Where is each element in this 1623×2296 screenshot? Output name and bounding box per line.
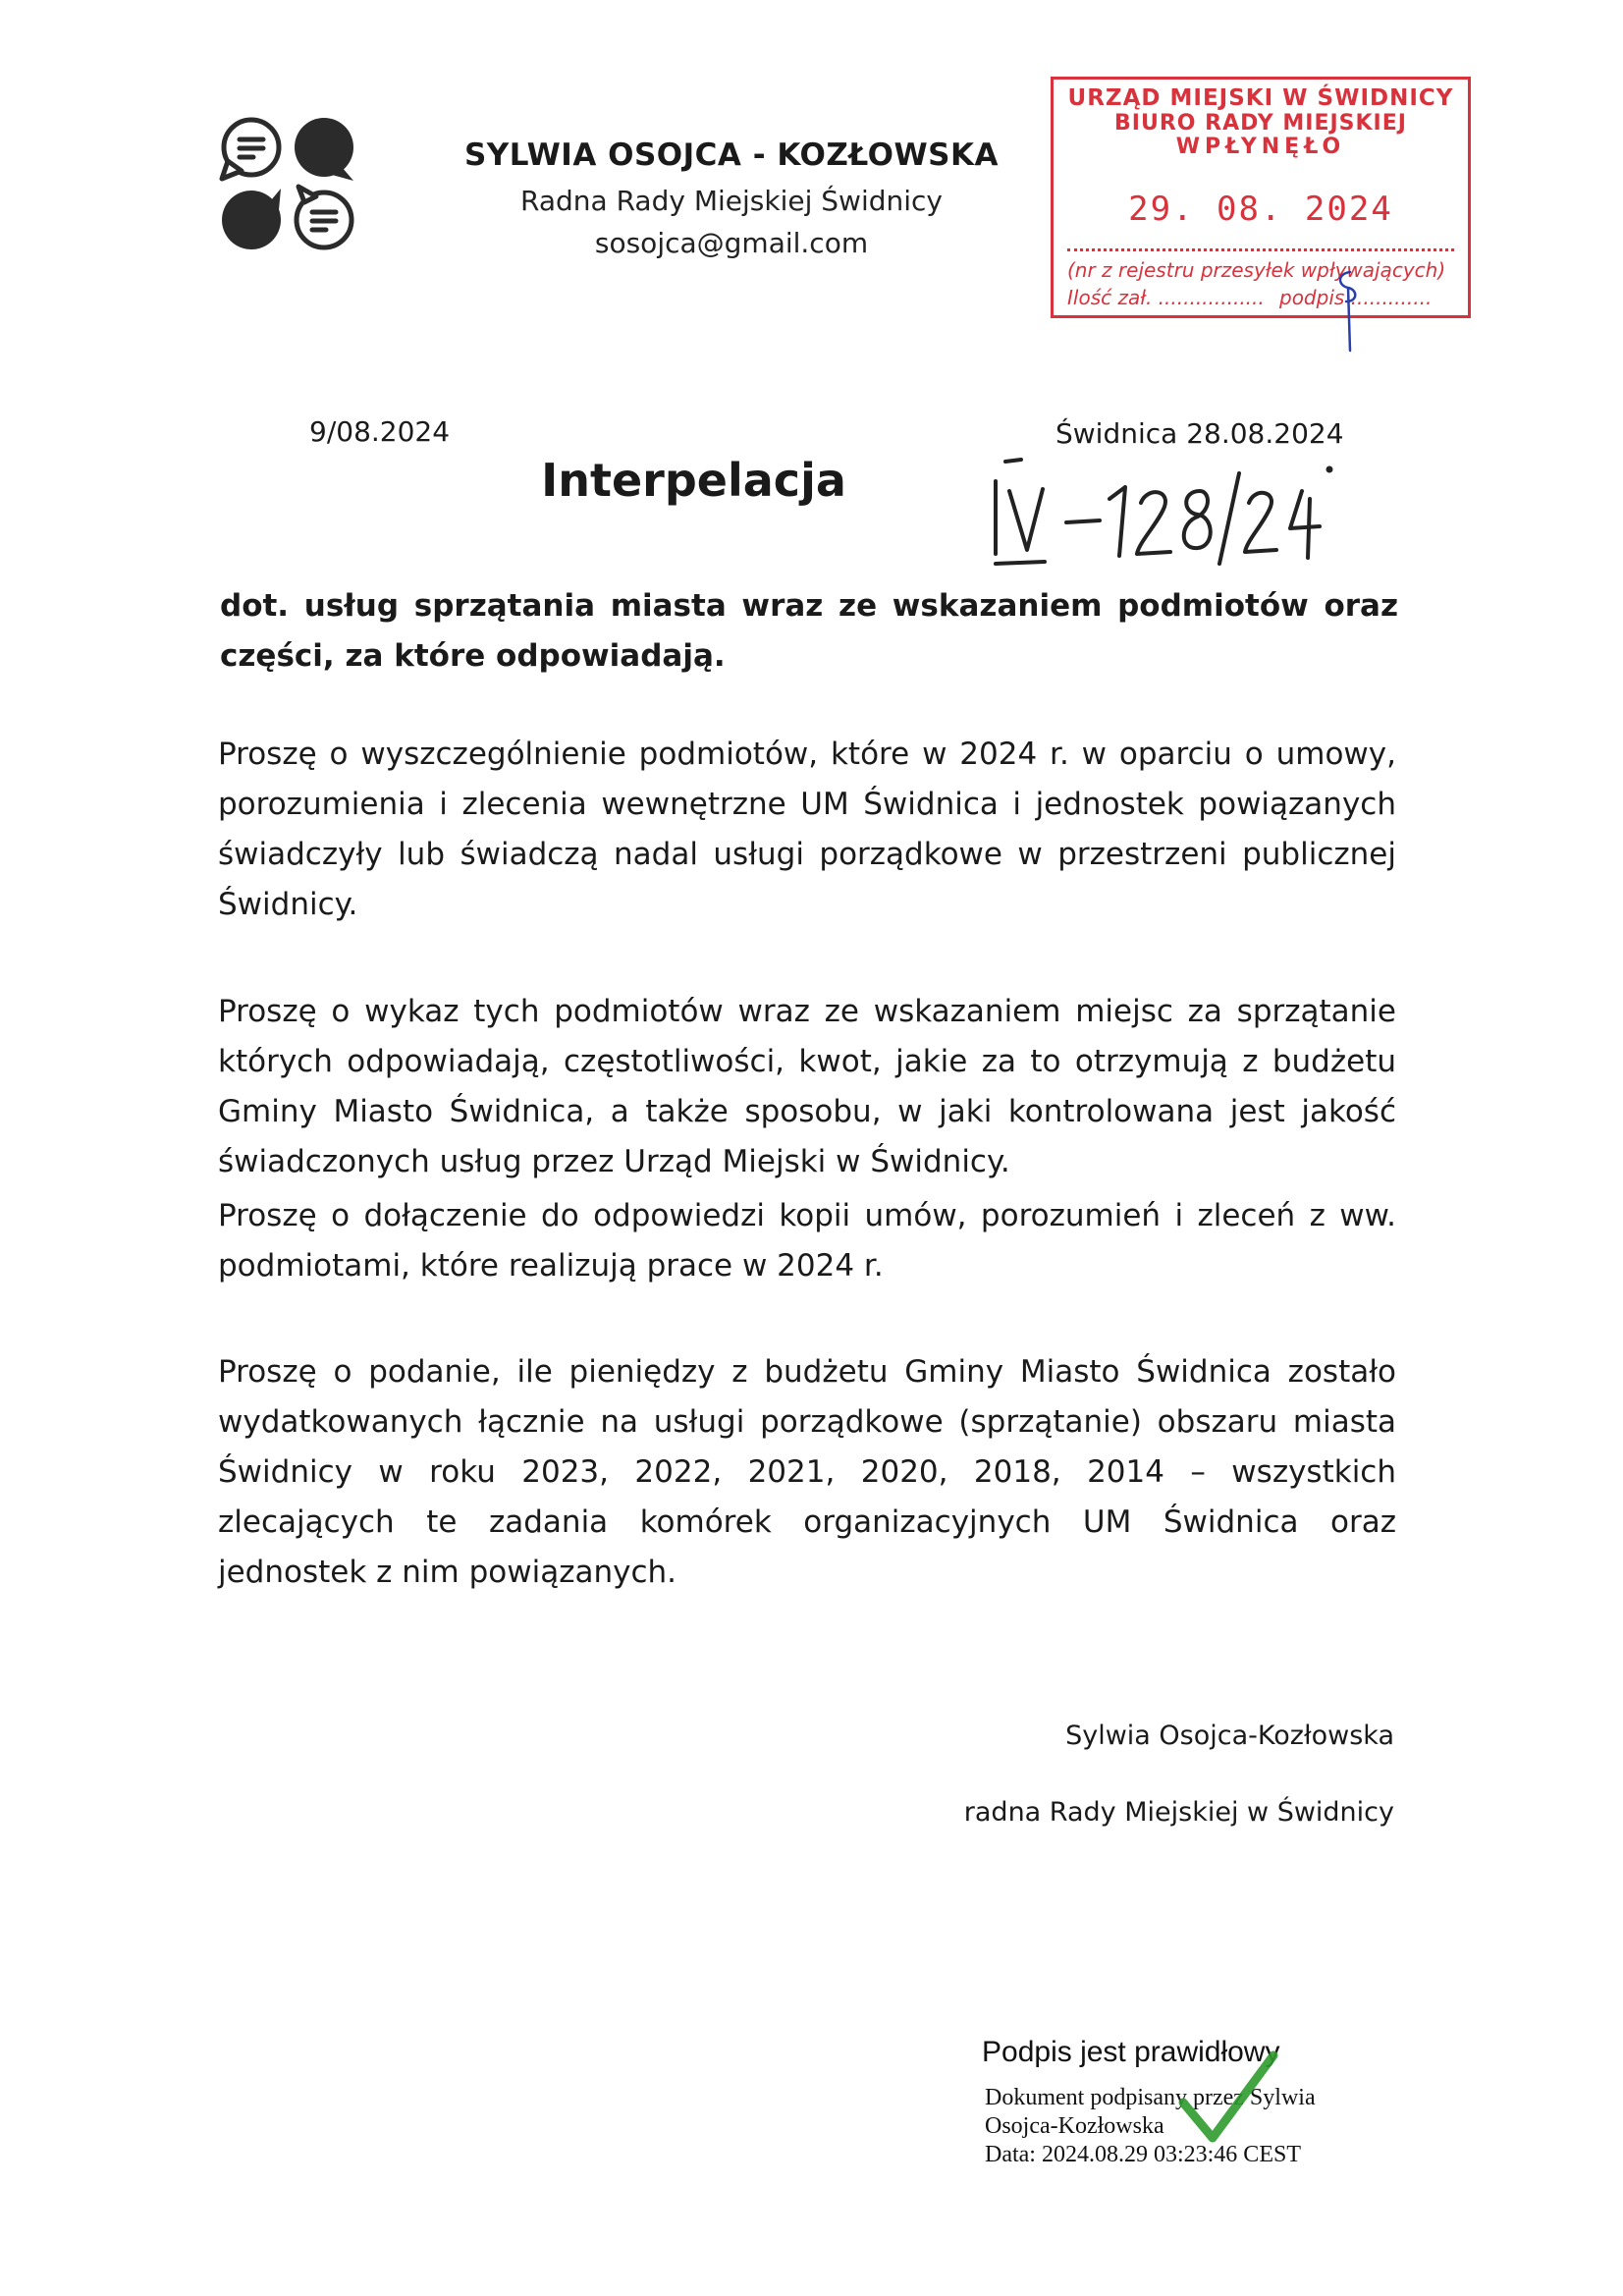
document-title: Interpelacja bbox=[541, 454, 846, 507]
stamp-attachments-label: Ilość zał. ................. bbox=[1067, 286, 1265, 309]
paragraph-2: Proszę o wykaz tych podmiotów wraz ze wskazaniem miejsc za sprzątanie których odpowiadają, częstotliwości, kwot, jakie za to otrzymują z budżetu Gminy Miasto Świdnica, a także sposobu, w jaki kontrolowana jest jakość świadczonych usług przez Urząd Miejski w Świdnicy. bbox=[218, 994, 1396, 1179]
checkmark-icon bbox=[1173, 2048, 1281, 2156]
esignature-line-2: Osojca-Kozłowska bbox=[985, 2113, 1164, 2139]
esignature-title: Podpis jest prawidłowy bbox=[982, 2036, 1280, 2068]
subject-line: dot. usług sprzątania miasta wraz ze wskazaniem podmiotów oraz części, za które odpowiadają. bbox=[220, 588, 1398, 674]
paragraph-4: Proszę o podanie, ile pieniędzy z budżetu Gminy Miasto Świdnica zostało wydatkowanych łącznie na usługi porządkowe (sprzątanie) obszaru miasta Świdnicy w roku 2023, 2022, 2021, 2020, 2018, 2014 – wszystkich zlecających te zadania komórek organizacyjnych UM Świdnica oraz jednostek z nim powiązanych. bbox=[218, 1354, 1396, 1590]
stamp-dotted-line bbox=[1067, 248, 1454, 251]
signature-name: Sylwia Osojca-Kozłowska bbox=[1065, 1721, 1394, 1751]
stamp-initial-scribble-icon bbox=[1328, 266, 1368, 355]
stamp-received: WPŁYNĘŁO bbox=[1175, 135, 1346, 159]
speech-bubbles-logo-icon bbox=[216, 110, 363, 257]
stamp-office: URZĄD MIEJSKI W ŚWIDNICY bbox=[1067, 85, 1454, 111]
stamp-registry-label: (nr z rejestru przesyłek wpływających) bbox=[1067, 258, 1446, 282]
letterhead bbox=[461, 137, 1001, 259]
handwritten-number-icon bbox=[982, 452, 1335, 570]
sender-role: Radna Rady Miejskiej Świdnicy bbox=[520, 185, 943, 217]
reference-number: 9/08.2024 bbox=[309, 415, 451, 448]
esignature-line-1: Dokument podpisany przez Sylwia bbox=[985, 2085, 1316, 2110]
stamp-date: 29. 08. 2024 bbox=[1128, 190, 1393, 229]
sender-email: sosojca@gmail.com bbox=[594, 227, 869, 259]
paragraph-3: Proszę o dołączenie do odpowiedzi kopii umów, porozumień i zleceń z ww. podmiotami, które realizują prace w 2024 r. bbox=[218, 1198, 1396, 1284]
paragraph-1: Proszę o wyszczególnienie podmiotów, które w 2024 r. w oparciu o umowy, porozumienia i zlecenia wewnętrzne UM Świdnica i jednostek powiązanych świadczyły lub świadczą nadal usługi porządkowe w przestrzeni publicznej Świdnicy. bbox=[218, 737, 1396, 922]
sender-name: SYLWIA OSOJCA - KOZŁOWSKA bbox=[463, 137, 1000, 173]
stamp-signature-label: podpis ............. bbox=[1279, 286, 1433, 309]
signature-role: radna Rady Miejskiej w Świdnicy bbox=[963, 1797, 1394, 1828]
stamp-department: BIURO RADY MIEJSKIEJ bbox=[1114, 111, 1407, 136]
esignature-line-3: Data: 2024.08.29 03:23:46 CEST bbox=[985, 2142, 1301, 2167]
place-and-date: Świdnica 28.08.2024 bbox=[1055, 417, 1344, 450]
registry-stamp bbox=[1051, 77, 1471, 318]
